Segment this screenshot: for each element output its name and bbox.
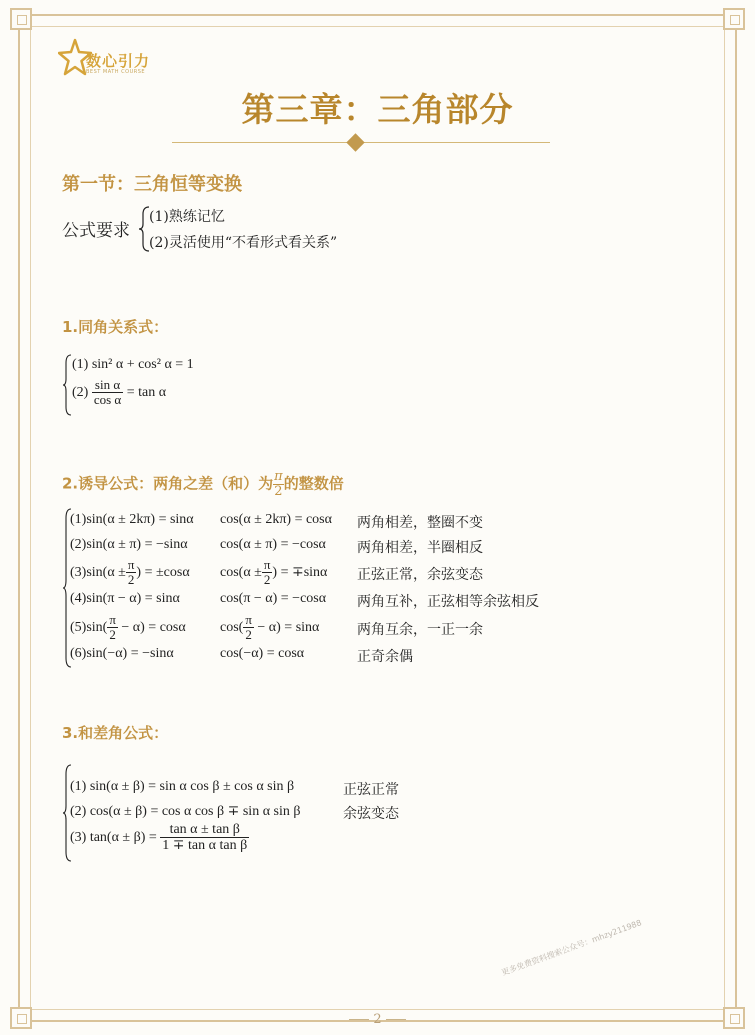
induction-note: 两角相差，半圈相反: [357, 540, 483, 556]
formula-tan-sum: [70, 822, 249, 854]
formula-rhs: = tan α: [126, 385, 167, 401]
requirement-item: (2)灵活使用“不看形式看关系”: [149, 235, 338, 251]
subsection-title-text: 2.诱导公式：两角之差（和）为: [62, 474, 274, 493]
subsection-title-2: [62, 470, 344, 498]
formula-part: (5)sin(: [70, 620, 108, 636]
induction-cos-formula: cos(π − α) = −cosα: [220, 591, 327, 606]
induction-cos-formula: [220, 613, 319, 643]
induction-sin-formula: (6)sin(−α) = −sinα: [70, 646, 174, 661]
subsection-title-text: 的整数倍: [283, 474, 344, 493]
fraction-denominator: 2: [245, 627, 252, 643]
induction-cos-formula: [220, 558, 327, 588]
left-brace-icon: [62, 354, 72, 416]
fraction: [92, 378, 123, 408]
fraction-numerator: π: [127, 557, 135, 572]
fraction: [126, 558, 137, 588]
induction-cos-formula: cos(−α) = cosα: [220, 646, 305, 661]
induction-cos-formula: cos(α ± π) = −cosα: [220, 537, 326, 552]
logo-text: 数心引力: [86, 52, 151, 70]
formula-part: (3)sin(α ±: [70, 565, 126, 581]
subsection-title-1: 1.同角关系式：: [62, 318, 169, 336]
formula-index: (2): [72, 385, 89, 401]
induction-sin-formula: (1)sin(α ± 2kπ) = sinα: [70, 512, 194, 527]
title-fraction: [273, 470, 284, 498]
formula-part: (3) tan(α ± β) =: [70, 830, 157, 846]
fraction-numerator: π: [245, 612, 252, 627]
formula-part: cos(: [220, 620, 244, 636]
fraction: [243, 613, 254, 643]
frame-corner-ornament: [723, 8, 745, 30]
induction-cos-formula: cos(α ± 2kπ) = cosα: [220, 512, 332, 527]
induction-note: 两角互补，正弦相等余弦相反: [357, 594, 539, 610]
subsection-title-3: 3.和差角公式：: [62, 724, 169, 742]
induction-sin-formula: [70, 613, 186, 643]
watermark: 更多免费资料搜索公众号：mhzy211988: [500, 918, 643, 978]
fraction: [262, 558, 273, 588]
formula-sin-sum: (1) sin(α ± β) = sin α cos β ± cos α sin β: [70, 779, 295, 794]
formula-part: − α) = cosα: [117, 620, 186, 636]
page-number-dash: [349, 1019, 369, 1020]
requirements-label: 公式要求: [62, 221, 130, 241]
section-title: 第一节：三角恒等变换: [62, 174, 242, 195]
formula-pythagorean: (1) sin² α + cos² α = 1: [72, 357, 194, 372]
brand-logo: [58, 38, 168, 84]
fraction: [107, 613, 118, 643]
fraction-denominator: 1 ∓ tan α tan β: [162, 838, 248, 854]
formula-note: 正弦正常: [343, 782, 399, 798]
left-brace-icon: [62, 508, 72, 668]
induction-sin-formula: (4)sin(π − α) = sinα: [70, 591, 180, 606]
induction-sin-formula: (2)sin(α ± π) = −sinα: [70, 537, 188, 552]
formula-part: ) = ∓sinα: [272, 565, 328, 581]
fraction-numerator: π: [274, 469, 283, 484]
fraction-numerator: π: [109, 612, 116, 627]
fraction-denominator: cos α: [93, 392, 122, 408]
fraction-numerator: sin α: [92, 378, 123, 393]
fraction: [160, 822, 249, 854]
formula-tangent-ratio: [72, 378, 166, 408]
induction-note: 正奇余偶: [357, 649, 413, 665]
formula-cos-sum: (2) cos(α ± β) = cos α cos β ∓ sin α sin β: [70, 804, 301, 819]
induction-sin-formula: [70, 558, 190, 588]
fraction-denominator: 2: [109, 627, 116, 643]
fraction-denominator: 2: [127, 572, 135, 588]
formula-part: ) = ±cosα: [136, 565, 190, 581]
page-number: [0, 1012, 755, 1027]
page-number-dash: [386, 1019, 406, 1020]
formula-note: 余弦变态: [343, 806, 399, 822]
logo-subtext: BEST MATH COURSE: [86, 69, 146, 75]
formula-part: − α) = sinα: [253, 620, 320, 636]
formula-part: cos(α ±: [220, 565, 262, 581]
page-number-text: 2: [373, 1012, 382, 1027]
induction-note: 两角相差，整圈不变: [357, 515, 483, 531]
frame-corner-ornament: [10, 8, 32, 30]
fraction-denominator: 2: [263, 572, 271, 588]
induction-note: 正弦正常，余弦变态: [357, 567, 483, 583]
induction-note: 两角互余，一正一余: [357, 622, 483, 638]
fraction-numerator: tan α ± tan β: [160, 822, 249, 838]
fraction-denominator: 2: [274, 483, 283, 499]
fraction-numerator: π: [263, 557, 271, 572]
requirement-item: (1)熟练记忆: [149, 209, 225, 225]
chapter-title: 第三章：三角部分: [241, 90, 514, 129]
